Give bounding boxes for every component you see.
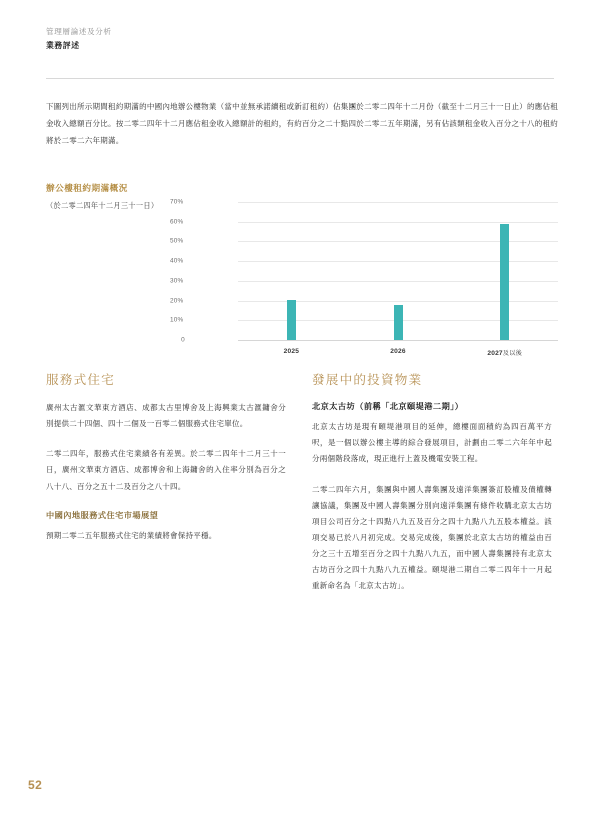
chart-subtitle: （於二零二四年十二月三十一日）	[46, 200, 159, 210]
chart-bar	[394, 305, 403, 340]
chart-plot	[238, 202, 558, 340]
paragraph-sr-outlook: 預期二零二五年服務式住宅的業績將會保持平穩。	[46, 530, 217, 540]
chart-y-tick-label: 70%	[170, 198, 184, 206]
subheading-sr-outlook: 中國內地服務式住宅市場展望	[46, 510, 159, 520]
running-header	[46, 26, 112, 52]
column-investment-properties-under-development	[312, 372, 552, 594]
chart-y-tick-label: 40%	[170, 257, 184, 265]
section-heading-ipud: 發展中的投資物業	[312, 373, 423, 387]
chart-gridline	[238, 281, 558, 282]
chart-y-tick-label: 30%	[170, 277, 184, 285]
office-lease-expiry-chart	[46, 182, 558, 368]
chart-gridline	[238, 261, 558, 262]
paragraph-ipud-2: 二零二四年六月，集團與中國人壽集團及遠洋集團簽訂股權及債權轉讓協議，集團及中國人壽集團分別向遠洋集團有條件收購北京太古坊項目公司百分之十四點八九五及百分之四十九點八九五股本權益。該項交易已於八月初完成。交易完成後，集團於北京太古坊的權益由百分之三十五增至百分之四十九點八九五，而中國人壽集團持有北京太古坊百分之四十九點八九五權益。頤堤港二期自二零二四年十一月起重新命名為「北京太古坊」。	[312, 484, 552, 591]
paragraph-sr-2: 二零二四年，服務式住宅業績各有差異。於二零二四年十二月三十一日，廣州文華東方酒店、成都博舍和上海鏞舍的入住率分別為百分之八十八、百分之五十二及百分之八十四。	[46, 449, 286, 491]
running-header-section: 管理層論述及分析	[46, 27, 112, 36]
chart-x-tick-label: 2027及以後	[487, 350, 522, 357]
column-serviced-residences	[46, 372, 286, 544]
chart-plot-area	[170, 198, 558, 368]
subheading-beijing-taikoo-fang: 北京太古坊（前稱「北京頤堤港二期」）	[312, 402, 464, 411]
running-header-subsection: 業務評述	[46, 40, 80, 50]
chart-title: 辦公樓租約期滿概況	[46, 183, 128, 193]
page-number: 52	[28, 778, 43, 792]
chart-gridline	[238, 241, 558, 242]
chart-x-tick-label: 2025	[283, 348, 300, 355]
chart-bar	[500, 224, 509, 340]
chart-y-tick-label: 50%	[170, 237, 184, 245]
chart-y-tick-label: 20%	[170, 297, 184, 305]
chart-x-tick-label: 2026	[390, 348, 406, 355]
chart-caption	[46, 182, 216, 212]
chart-gridline	[238, 222, 558, 223]
section-heading-serviced-residences: 服務式住宅	[46, 373, 115, 387]
chart-y-tick-label: 0	[181, 336, 185, 344]
chart-gridline	[238, 202, 558, 203]
intro-paragraph: 下圖列出所示期間租約期滿的中國內地辦公樓物業（當中並無承諾續租或新訂租約）佔集團於二零二四年十二月份（截至十二月三十一日止）的應佔租金收入總額百分比。按二零二四年十二月應佔租金收入總額計的租約，有約百分之二十點四於二零二五年期滿，另有佔該類租金收入百分之十八的租約將於二零二六年期滿。	[46, 102, 558, 145]
chart-bar	[287, 300, 296, 340]
chart-y-tick-label: 10%	[170, 316, 184, 324]
chart-gridline	[238, 340, 558, 341]
paragraph-sr-1: 廣州太古滙文華東方酒店、成都太古里博舍及上海興業太古滙鏞舍分別提供二十四個、四十二個及一百零二個服務式住宅單位。	[46, 403, 286, 429]
header-divider	[46, 78, 554, 79]
chart-y-tick-label: 60%	[170, 218, 184, 226]
paragraph-ipud-1: 北京太古坊是現有頤堤港項目的延伸，總樓面面積約為四百萬平方呎，是一個以辦公樓主導的綜合發展項目，計劃由二零二六年年中起分兩個階段落成，現正進行上蓋及機電安裝工程。	[312, 422, 552, 464]
